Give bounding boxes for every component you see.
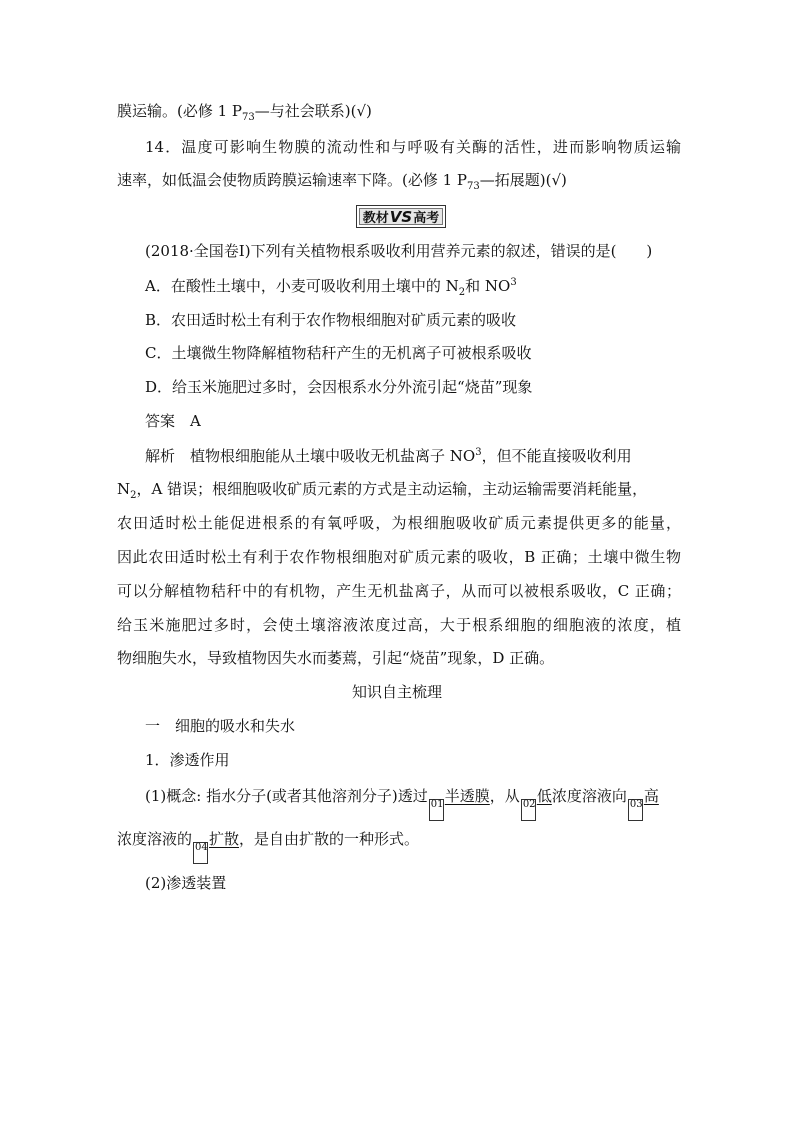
option-c xyxy=(145,343,531,363)
text: 植物根细胞能从土壤中吸收无机盐离子 NO xyxy=(190,447,476,465)
answer-value: A xyxy=(190,412,201,430)
banner-left: 教材 xyxy=(362,211,389,226)
text: 农田适时松土能促进根系的有氧呼吸，为根细胞吸收矿质元素提供更多的能量， xyxy=(117,514,681,532)
analysis-line-6 xyxy=(117,615,681,635)
blank-number-box: 01 xyxy=(429,799,444,821)
concept-line-2 xyxy=(117,829,419,864)
text: 一 细胞的吸水和失水 xyxy=(145,717,296,735)
superscript: 3 xyxy=(510,277,517,288)
text: 浓度溶液向 xyxy=(551,787,627,805)
answer-label: 答案 xyxy=(145,412,176,430)
banner-right: 高考 xyxy=(413,211,440,226)
concept-line-1 xyxy=(145,786,659,821)
text: ，但不能直接吸收利用 xyxy=(481,447,632,465)
textbook-vs-exam-banner xyxy=(356,205,446,228)
question-stem xyxy=(145,241,652,261)
text: 给玉米施肥过多时，会使土壤溶液浓度过高，大于根系细胞的细胞液的浓度，植 xyxy=(117,616,681,634)
text: (2)渗透装置 xyxy=(145,874,227,892)
text: 膜运输。(必修 1 P xyxy=(117,102,243,120)
analysis-line-1 xyxy=(145,446,632,466)
subscript: 2 xyxy=(130,490,137,501)
blank-number-box: 02 xyxy=(521,799,536,821)
heading-2 xyxy=(145,750,230,770)
analysis-line-2 xyxy=(117,479,647,499)
analysis-line-3 xyxy=(117,513,681,533)
text: ，从 xyxy=(489,787,520,805)
fill-answer: 高 xyxy=(643,787,659,805)
text: ，A 错误；根细胞吸收矿质元素的方式是主动运输，主动运输需要消耗能量， xyxy=(136,480,648,498)
text: N xyxy=(117,480,131,498)
text: 知识自主梳理 xyxy=(351,683,442,701)
analysis-line-7 xyxy=(117,648,554,668)
heading-1 xyxy=(145,716,295,736)
subscript: 2 xyxy=(458,287,466,298)
text: D．给玉米施肥过多时，会因根系水分外流引起“烧苗”现象 xyxy=(145,378,533,396)
banner-vs: VS xyxy=(389,207,413,226)
text: 14．温度可影响生物膜的流动性和与呼吸有关酶的活性，进而影响物质运输 xyxy=(145,138,681,156)
text: —与社会联系)(√) xyxy=(254,102,372,120)
answer-line xyxy=(145,411,201,431)
blank-number-box: 04 xyxy=(193,842,208,864)
text: —拓展题)(√) xyxy=(479,171,567,189)
text: B．农田适时松土有利于农作物根细胞对矿质元素的吸收 xyxy=(145,311,517,329)
analysis-line-5 xyxy=(117,581,681,601)
text: ，是自由扩散的一种形式。 xyxy=(239,830,420,848)
subscript: 73 xyxy=(467,181,480,192)
fill-answer: 半透膜 xyxy=(444,787,490,805)
text: 因此农田适时松土有利于农作物根细胞对矿质元素的吸收，B 正确；土壤中微生物 xyxy=(117,548,681,566)
analysis-label: 解析 xyxy=(145,447,176,465)
text: A．在酸性土壤中，小麦可吸收利用土壤中的 N xyxy=(145,277,459,295)
option-a xyxy=(145,276,517,296)
text: 可以分解植物秸秆中的有机物，产生无机盐离子，从而可以被根系吸收，C 正确； xyxy=(117,582,681,600)
superscript: 3 xyxy=(475,447,482,458)
analysis-line-4 xyxy=(117,547,681,567)
option-d xyxy=(145,377,532,397)
text: (2018·全国卷Ⅰ)下列有关植物根系吸收利用营养元素的叙述，错误的是( ) xyxy=(145,242,653,260)
text: C．土壤微生物降解植物秸秆产生的无机离子可被根系吸收 xyxy=(145,344,532,362)
fill-answer: 低 xyxy=(536,787,552,805)
blank-number-box: 03 xyxy=(628,799,643,821)
text: (1)概念: 指水分子(或者其他溶剂分子)透过 xyxy=(145,787,428,805)
text: 和 NO xyxy=(465,277,511,295)
subscript: 73 xyxy=(242,112,255,123)
text: 物细胞失水，导致植物因失水而萎蔫，引起“烧苗”现象，D 正确。 xyxy=(117,649,555,667)
text-line-3 xyxy=(117,170,567,190)
text: 1．渗透作用 xyxy=(145,751,230,769)
text-line-2 xyxy=(145,137,681,157)
section-title xyxy=(0,682,794,702)
option-b xyxy=(145,310,516,330)
text: 速率，如低温会使物质跨膜运输速率下降。(必修 1 P xyxy=(117,171,468,189)
text: 浓度溶液的 xyxy=(117,830,193,848)
heading-3 xyxy=(145,873,226,893)
fill-answer: 扩散 xyxy=(209,830,240,848)
text-line-1 xyxy=(117,101,372,121)
